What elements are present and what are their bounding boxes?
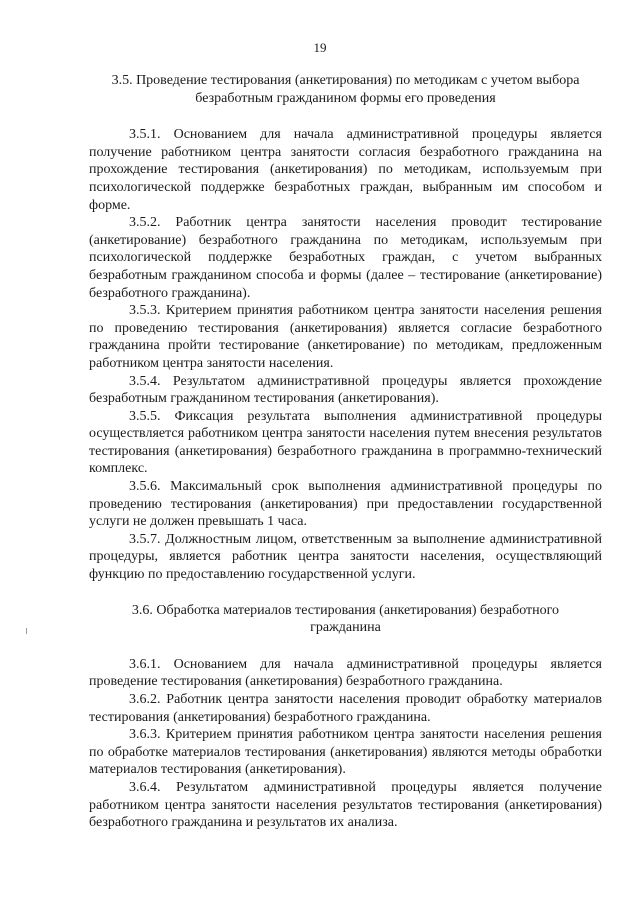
paragraph-3-6-2: 3.6.2. Работник центра занятости населения проводит обработку материалов тестирования (анкетирования) безработного гражданина.: [89, 692, 602, 725]
margin-mark: [26, 628, 27, 634]
paragraph-3-6-3: 3.6.3. Критерием принятия работником центра занятости населения решения по обработке материалов тестирования (анкетирования) являются методы обработки материалов тестирования (анкетирования).: [89, 727, 602, 778]
page-number: 19: [313, 40, 327, 55]
page-content: [89, 72, 602, 832]
paragraph-3-5-1: 3.5.1. Основанием для начала административной процедуры является получение работником центра занятости согласия безработного гражданина на прохождение тестирования (анкетирования) по методикам, используемым при психологической поддержке безработных граждан, выбранным им способом и форме.: [89, 127, 602, 213]
paragraph-3-5-2: 3.5.2. Работник центра занятости населения проводит тестирование (анкетирование) безработного гражданина по методикам, используемым при психологической поддержке безработных граждан, с учетом выбранных безработным гражданином способа и формы (далее – тестирование (анкетирование) безработного гражданина).: [89, 215, 602, 301]
paragraph-3-5-4: 3.5.4. Результатом административной процедуры является прохождение безработным гражданином тестирования (анкетирования).: [89, 373, 602, 407]
paragraph-3-5-7: 3.5.7. Должностным лицом, ответственным за выполнение административной процедуры, является работник центра занятости населения, осуществляющий функцию по предоставлению государственной услуги.: [89, 531, 602, 583]
paragraph-3-6-1: 3.6.1. Основанием для начала административной процедуры является проведение тестирования (анкетирования) безработного гражданина.: [89, 656, 602, 690]
section-3-5-heading: 3.5. Проведение тестирования (анкетирования) по методикам с учетом выбора безработным гражданином формы его проведения: [111, 73, 580, 106]
paragraph-3-5-6: 3.5.6. Максимальный срок выполнения административной процедуры по проведению тестирования (анкетирования) при предоставлении государственной услуги не должен превышать 1 часа.: [89, 479, 602, 530]
section-3-6-heading: 3.6. Обработка материалов тестирования (анкетирования) безработного гражданина: [131, 602, 560, 636]
paragraph-3-6-4: 3.6.4. Результатом административной процедуры является получение работником центра занятости населения результатов тестирования (анкетирования) безработного гражданина и результатов их анализа.: [89, 779, 602, 831]
paragraph-3-5-3: 3.5.3. Критерием принятия работником центра занятости населения решения по проведению тестирования (анкетирования) является согласие безработного гражданина пройти тестирование (анкетирование) по методикам, предложенным работником центра занятости населения.: [89, 303, 602, 371]
paragraph-3-5-5: 3.5.5. Фиксация результата выполнения административной процедуры осуществляется работником центра занятости населения путем внесения результатов тестирования (анкетирования) безработного гражданина в программно-технический комплекс.: [89, 408, 602, 477]
